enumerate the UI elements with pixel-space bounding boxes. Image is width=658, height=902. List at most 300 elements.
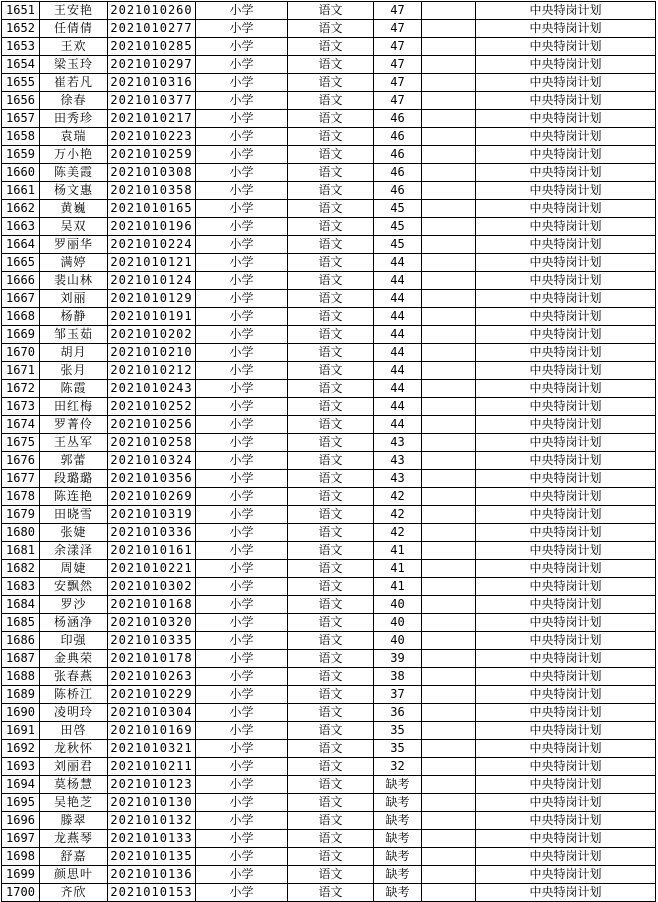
subject-cell: 语文: [288, 236, 374, 254]
score-cell: 46: [374, 164, 422, 182]
row-number-cell: 1675: [2, 434, 40, 452]
subject-cell: 语文: [288, 164, 374, 182]
empty-cell: [422, 344, 476, 362]
score-cell: 39: [374, 650, 422, 668]
empty-cell: [422, 488, 476, 506]
row-number-cell: 1690: [2, 704, 40, 722]
empty-cell: [422, 164, 476, 182]
row-number-cell: 1668: [2, 308, 40, 326]
row-number-cell: 1666: [2, 272, 40, 290]
name-cell: 郭蕾: [40, 452, 108, 470]
exam-id-cell: 2021010302: [108, 578, 196, 596]
table-row: [2, 812, 656, 830]
name-cell: 陈霞: [40, 380, 108, 398]
name-cell: 王欢: [40, 38, 108, 56]
empty-cell: [422, 182, 476, 200]
score-cell: 44: [374, 290, 422, 308]
score-cell: 43: [374, 470, 422, 488]
plan-cell: 中央特岗计划: [476, 812, 656, 830]
plan-cell: 中央特岗计划: [476, 830, 656, 848]
level-cell: 小学: [196, 218, 288, 236]
row-number-cell: 1671: [2, 362, 40, 380]
subject-cell: 语文: [288, 560, 374, 578]
subject-cell: 语文: [288, 398, 374, 416]
name-cell: 杨静: [40, 308, 108, 326]
level-cell: 小学: [196, 488, 288, 506]
plan-cell: 中央特岗计划: [476, 398, 656, 416]
plan-cell: 中央特岗计划: [476, 704, 656, 722]
exam-id-cell: 2021010178: [108, 650, 196, 668]
row-number-cell: 1673: [2, 398, 40, 416]
table-row: [2, 578, 656, 596]
exam-id-cell: 2021010210: [108, 344, 196, 362]
table-row: [2, 182, 656, 200]
score-cell: 47: [374, 92, 422, 110]
subject-cell: 语文: [288, 290, 374, 308]
name-cell: 田晓雪: [40, 506, 108, 524]
subject-cell: 语文: [288, 74, 374, 92]
table-row: [2, 434, 656, 452]
empty-cell: [422, 308, 476, 326]
empty-cell: [422, 650, 476, 668]
level-cell: 小学: [196, 884, 288, 902]
name-cell: 舒嘉: [40, 848, 108, 866]
plan-cell: 中央特岗计划: [476, 236, 656, 254]
name-cell: 任倩倩: [40, 20, 108, 38]
level-cell: 小学: [196, 866, 288, 884]
plan-cell: 中央特岗计划: [476, 218, 656, 236]
exam-id-cell: 2021010224: [108, 236, 196, 254]
row-number-cell: 1669: [2, 326, 40, 344]
score-cell: 44: [374, 254, 422, 272]
empty-cell: [422, 380, 476, 398]
table-row: [2, 488, 656, 506]
plan-cell: 中央特岗计划: [476, 686, 656, 704]
name-cell: 徐春: [40, 92, 108, 110]
plan-cell: 中央特岗计划: [476, 56, 656, 74]
row-number-cell: 1664: [2, 236, 40, 254]
empty-cell: [422, 218, 476, 236]
table-row: [2, 848, 656, 866]
exam-id-cell: 2021010304: [108, 704, 196, 722]
name-cell: 王安艳: [40, 2, 108, 20]
level-cell: 小学: [196, 650, 288, 668]
row-number-cell: 1662: [2, 200, 40, 218]
table-row: [2, 740, 656, 758]
table-row: [2, 668, 656, 686]
name-cell: 万小艳: [40, 146, 108, 164]
empty-cell: [422, 2, 476, 20]
empty-cell: [422, 92, 476, 110]
subject-cell: 语文: [288, 866, 374, 884]
exam-id-cell: 2021010217: [108, 110, 196, 128]
table-row: [2, 164, 656, 182]
plan-cell: 中央特岗计划: [476, 344, 656, 362]
score-cell: 缺考: [374, 794, 422, 812]
exam-id-cell: 2021010211: [108, 758, 196, 776]
table-row: [2, 38, 656, 56]
table-row: [2, 20, 656, 38]
subject-cell: 语文: [288, 722, 374, 740]
subject-cell: 语文: [288, 308, 374, 326]
level-cell: 小学: [196, 380, 288, 398]
table-row: [2, 236, 656, 254]
table-row: [2, 218, 656, 236]
exam-id-cell: 2021010153: [108, 884, 196, 902]
level-cell: 小学: [196, 848, 288, 866]
empty-cell: [422, 434, 476, 452]
name-cell: 黄巍: [40, 200, 108, 218]
score-cell: 43: [374, 452, 422, 470]
name-cell: 余漾泽: [40, 542, 108, 560]
exam-id-cell: 2021010358: [108, 182, 196, 200]
plan-cell: 中央特岗计划: [476, 434, 656, 452]
level-cell: 小学: [196, 686, 288, 704]
row-number-cell: 1691: [2, 722, 40, 740]
exam-id-cell: 2021010221: [108, 560, 196, 578]
empty-cell: [422, 524, 476, 542]
empty-cell: [422, 56, 476, 74]
score-cell: 缺考: [374, 830, 422, 848]
score-cell: 44: [374, 380, 422, 398]
score-cell: 41: [374, 560, 422, 578]
table-row: [2, 650, 656, 668]
empty-cell: [422, 128, 476, 146]
level-cell: 小学: [196, 110, 288, 128]
row-number-cell: 1679: [2, 506, 40, 524]
exam-id-cell: 2021010320: [108, 614, 196, 632]
empty-cell: [422, 632, 476, 650]
table-row: [2, 326, 656, 344]
empty-cell: [422, 272, 476, 290]
empty-cell: [422, 722, 476, 740]
empty-cell: [422, 686, 476, 704]
exam-id-cell: 2021010258: [108, 434, 196, 452]
empty-cell: [422, 740, 476, 758]
score-cell: 缺考: [374, 884, 422, 902]
score-cell: 46: [374, 182, 422, 200]
score-cell: 46: [374, 110, 422, 128]
row-number-cell: 1692: [2, 740, 40, 758]
subject-cell: 语文: [288, 812, 374, 830]
row-number-cell: 1686: [2, 632, 40, 650]
empty-cell: [422, 38, 476, 56]
level-cell: 小学: [196, 704, 288, 722]
level-cell: 小学: [196, 578, 288, 596]
score-cell: 38: [374, 668, 422, 686]
exam-id-cell: 2021010260: [108, 2, 196, 20]
level-cell: 小学: [196, 326, 288, 344]
score-cell: 41: [374, 578, 422, 596]
exam-id-cell: 2021010308: [108, 164, 196, 182]
name-cell: 陈连艳: [40, 488, 108, 506]
level-cell: 小学: [196, 272, 288, 290]
row-number-cell: 1674: [2, 416, 40, 434]
subject-cell: 语文: [288, 470, 374, 488]
subject-cell: 语文: [288, 524, 374, 542]
plan-cell: 中央特岗计划: [476, 668, 656, 686]
exam-id-cell: 2021010263: [108, 668, 196, 686]
score-cell: 47: [374, 74, 422, 92]
row-number-cell: 1660: [2, 164, 40, 182]
empty-cell: [422, 812, 476, 830]
exam-id-cell: 2021010202: [108, 326, 196, 344]
name-cell: 张月: [40, 362, 108, 380]
name-cell: 罗菁伶: [40, 416, 108, 434]
row-number-cell: 1685: [2, 614, 40, 632]
row-number-cell: 1652: [2, 20, 40, 38]
name-cell: 田秀珍: [40, 110, 108, 128]
exam-id-cell: 2021010252: [108, 398, 196, 416]
level-cell: 小学: [196, 146, 288, 164]
level-cell: 小学: [196, 722, 288, 740]
score-cell: 47: [374, 20, 422, 38]
score-cell: 缺考: [374, 848, 422, 866]
row-number-cell: 1688: [2, 668, 40, 686]
level-cell: 小学: [196, 2, 288, 20]
row-number-cell: 1677: [2, 470, 40, 488]
name-cell: 袁瑞: [40, 128, 108, 146]
exam-id-cell: 2021010259: [108, 146, 196, 164]
exam-id-cell: 2021010324: [108, 452, 196, 470]
subject-cell: 语文: [288, 578, 374, 596]
plan-cell: 中央特岗计划: [476, 2, 656, 20]
plan-cell: 中央特岗计划: [476, 272, 656, 290]
score-cell: 缺考: [374, 776, 422, 794]
subject-cell: 语文: [288, 218, 374, 236]
level-cell: 小学: [196, 776, 288, 794]
row-number-cell: 1695: [2, 794, 40, 812]
subject-cell: 语文: [288, 362, 374, 380]
name-cell: 王丛军: [40, 434, 108, 452]
score-cell: 46: [374, 128, 422, 146]
name-cell: 吴双: [40, 218, 108, 236]
level-cell: 小学: [196, 182, 288, 200]
score-cell: 44: [374, 398, 422, 416]
subject-cell: 语文: [288, 686, 374, 704]
plan-cell: 中央特岗计划: [476, 74, 656, 92]
empty-cell: [422, 560, 476, 578]
exam-id-cell: 2021010319: [108, 506, 196, 524]
score-cell: 37: [374, 686, 422, 704]
subject-cell: 语文: [288, 542, 374, 560]
plan-cell: 中央特岗计划: [476, 164, 656, 182]
exam-id-cell: 2021010336: [108, 524, 196, 542]
level-cell: 小学: [196, 434, 288, 452]
exam-id-cell: 2021010269: [108, 488, 196, 506]
plan-cell: 中央特岗计划: [476, 290, 656, 308]
empty-cell: [422, 758, 476, 776]
subject-cell: 语文: [288, 776, 374, 794]
score-cell: 40: [374, 632, 422, 650]
score-cell: 46: [374, 146, 422, 164]
row-number-cell: 1655: [2, 74, 40, 92]
plan-cell: 中央特岗计划: [476, 254, 656, 272]
plan-cell: 中央特岗计划: [476, 182, 656, 200]
score-cell: 缺考: [374, 812, 422, 830]
plan-cell: 中央特岗计划: [476, 884, 656, 902]
subject-cell: 语文: [288, 596, 374, 614]
table-row: [2, 506, 656, 524]
plan-cell: 中央特岗计划: [476, 632, 656, 650]
exam-id-cell: 2021010196: [108, 218, 196, 236]
plan-cell: 中央特岗计划: [476, 506, 656, 524]
table-row: [2, 470, 656, 488]
subject-cell: 语文: [288, 740, 374, 758]
exam-id-cell: 2021010243: [108, 380, 196, 398]
score-cell: 43: [374, 434, 422, 452]
empty-cell: [422, 416, 476, 434]
plan-cell: 中央特岗计划: [476, 380, 656, 398]
level-cell: 小学: [196, 452, 288, 470]
plan-cell: 中央特岗计划: [476, 146, 656, 164]
row-number-cell: 1659: [2, 146, 40, 164]
level-cell: 小学: [196, 164, 288, 182]
plan-cell: 中央特岗计划: [476, 542, 656, 560]
table-row: [2, 92, 656, 110]
plan-cell: 中央特岗计划: [476, 92, 656, 110]
subject-cell: 语文: [288, 488, 374, 506]
score-cell: 缺考: [374, 866, 422, 884]
subject-cell: 语文: [288, 632, 374, 650]
empty-cell: [422, 200, 476, 218]
subject-cell: 语文: [288, 200, 374, 218]
subject-cell: 语文: [288, 182, 374, 200]
exam-id-cell: 2021010356: [108, 470, 196, 488]
name-cell: 陈美霞: [40, 164, 108, 182]
level-cell: 小学: [196, 794, 288, 812]
score-cell: 32: [374, 758, 422, 776]
plan-cell: 中央特岗计划: [476, 560, 656, 578]
plan-cell: 中央特岗计划: [476, 848, 656, 866]
name-cell: 刘丽君: [40, 758, 108, 776]
row-number-cell: 1678: [2, 488, 40, 506]
empty-cell: [422, 668, 476, 686]
exam-id-cell: 2021010256: [108, 416, 196, 434]
name-cell: 邹玉茹: [40, 326, 108, 344]
subject-cell: 语文: [288, 254, 374, 272]
exam-id-cell: 2021010316: [108, 74, 196, 92]
row-number-cell: 1657: [2, 110, 40, 128]
plan-cell: 中央特岗计划: [476, 794, 656, 812]
score-cell: 47: [374, 2, 422, 20]
level-cell: 小学: [196, 812, 288, 830]
name-cell: 金典荣: [40, 650, 108, 668]
row-number-cell: 1684: [2, 596, 40, 614]
empty-cell: [422, 578, 476, 596]
table-row: [2, 128, 656, 146]
subject-cell: 语文: [288, 38, 374, 56]
table-row: [2, 308, 656, 326]
row-number-cell: 1681: [2, 542, 40, 560]
exam-id-cell: 2021010212: [108, 362, 196, 380]
name-cell: 张婕: [40, 524, 108, 542]
plan-cell: 中央特岗计划: [476, 614, 656, 632]
subject-cell: 语文: [288, 2, 374, 20]
name-cell: 满婷: [40, 254, 108, 272]
row-number-cell: 1661: [2, 182, 40, 200]
row-number-cell: 1693: [2, 758, 40, 776]
exam-id-cell: 2021010165: [108, 200, 196, 218]
subject-cell: 语文: [288, 506, 374, 524]
exam-id-cell: 2021010297: [108, 56, 196, 74]
table-row: [2, 56, 656, 74]
level-cell: 小学: [196, 506, 288, 524]
level-cell: 小学: [196, 524, 288, 542]
name-cell: 梁玉玲: [40, 56, 108, 74]
level-cell: 小学: [196, 614, 288, 632]
level-cell: 小学: [196, 740, 288, 758]
level-cell: 小学: [196, 344, 288, 362]
row-number-cell: 1683: [2, 578, 40, 596]
score-cell: 35: [374, 740, 422, 758]
row-number-cell: 1682: [2, 560, 40, 578]
empty-cell: [422, 830, 476, 848]
row-number-cell: 1653: [2, 38, 40, 56]
empty-cell: [422, 884, 476, 902]
level-cell: 小学: [196, 254, 288, 272]
plan-cell: 中央特岗计划: [476, 110, 656, 128]
empty-cell: [422, 542, 476, 560]
empty-cell: [422, 236, 476, 254]
plan-cell: 中央特岗计划: [476, 128, 656, 146]
table-row: [2, 830, 656, 848]
level-cell: 小学: [196, 92, 288, 110]
exam-id-cell: 2021010161: [108, 542, 196, 560]
plan-cell: 中央特岗计划: [476, 308, 656, 326]
table-row: [2, 704, 656, 722]
plan-cell: 中央特岗计划: [476, 470, 656, 488]
row-number-cell: 1658: [2, 128, 40, 146]
table-row: [2, 794, 656, 812]
subject-cell: 语文: [288, 650, 374, 668]
score-cell: 44: [374, 272, 422, 290]
table-row: [2, 776, 656, 794]
name-cell: 莫杨慧: [40, 776, 108, 794]
subject-cell: 语文: [288, 848, 374, 866]
empty-cell: [422, 452, 476, 470]
table-row: [2, 2, 656, 20]
table-row: [2, 398, 656, 416]
table-row: [2, 74, 656, 92]
score-cell: 44: [374, 416, 422, 434]
empty-cell: [422, 776, 476, 794]
plan-cell: 中央特岗计划: [476, 866, 656, 884]
table-row: [2, 380, 656, 398]
plan-cell: 中央特岗计划: [476, 758, 656, 776]
exam-id-cell: 2021010223: [108, 128, 196, 146]
subject-cell: 语文: [288, 326, 374, 344]
table-row: [2, 614, 656, 632]
empty-cell: [422, 506, 476, 524]
name-cell: 罗丽华: [40, 236, 108, 254]
name-cell: 龙燕琴: [40, 830, 108, 848]
row-number-cell: 1696: [2, 812, 40, 830]
empty-cell: [422, 794, 476, 812]
table-row: [2, 524, 656, 542]
subject-cell: 语文: [288, 272, 374, 290]
exam-id-cell: 2021010168: [108, 596, 196, 614]
row-number-cell: 1670: [2, 344, 40, 362]
name-cell: 胡月: [40, 344, 108, 362]
table-row: [2, 290, 656, 308]
plan-cell: 中央特岗计划: [476, 524, 656, 542]
empty-cell: [422, 290, 476, 308]
row-number-cell: 1665: [2, 254, 40, 272]
subject-cell: 语文: [288, 668, 374, 686]
exam-id-cell: 2021010277: [108, 20, 196, 38]
level-cell: 小学: [196, 398, 288, 416]
